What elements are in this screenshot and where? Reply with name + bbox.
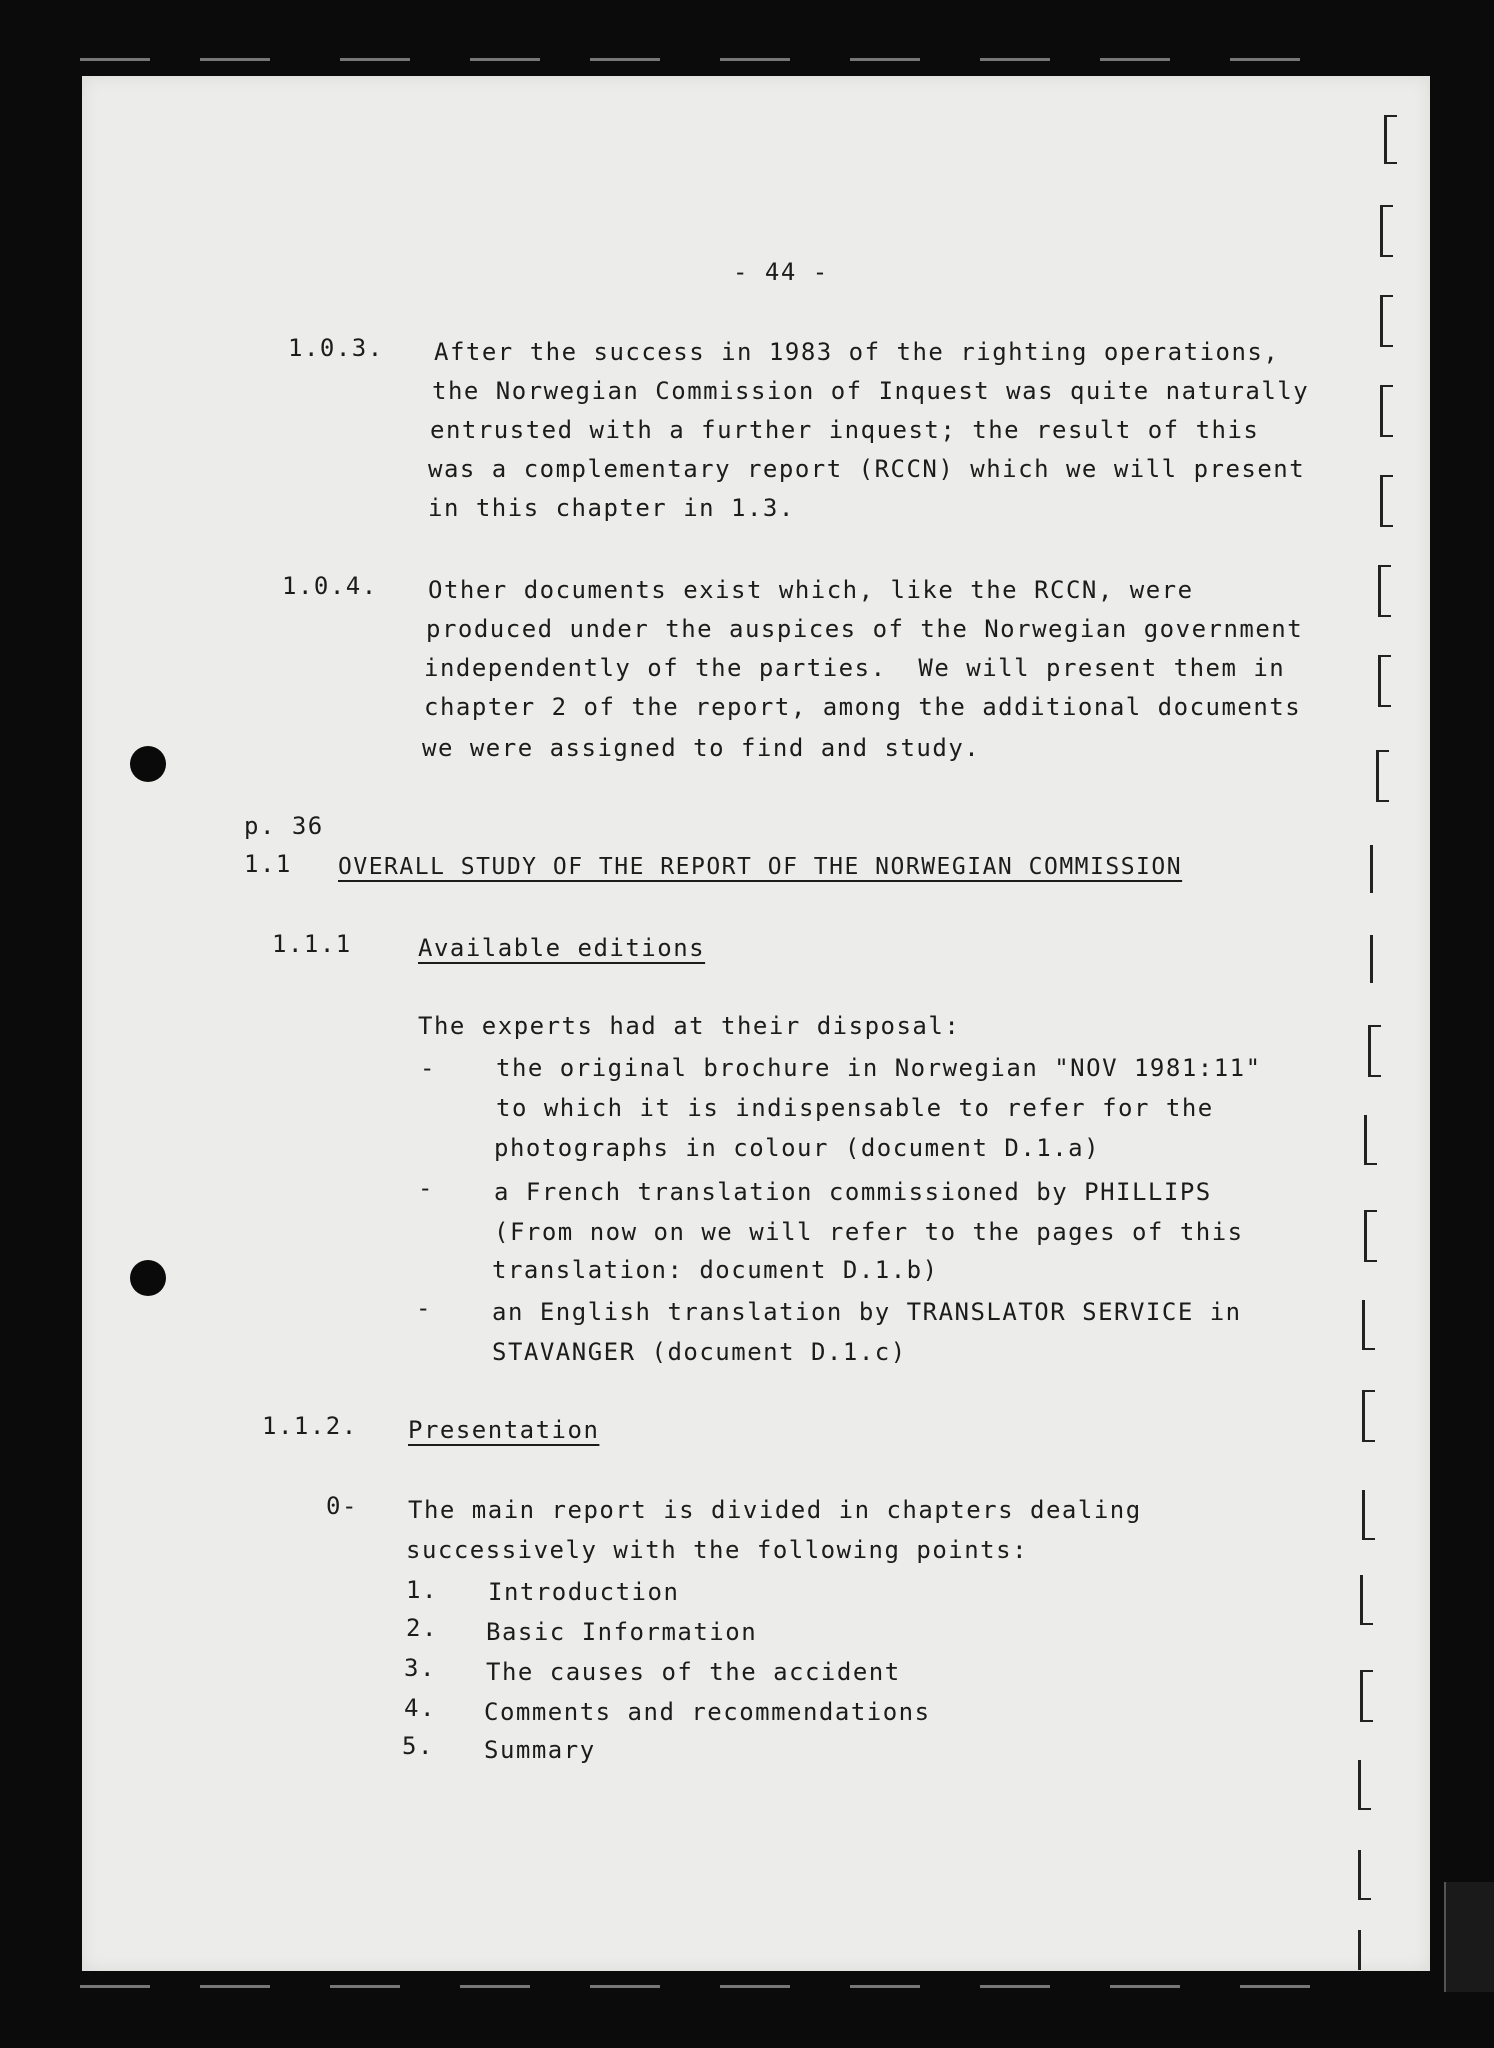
paragraph-line: The main report is divided in chapters dealing — [408, 1496, 1142, 1524]
chapter-number: 2. — [406, 1614, 438, 1642]
chapter-label: Summary — [484, 1736, 596, 1764]
section-number: 1.1 — [244, 850, 292, 878]
scan-edge — [1444, 1882, 1494, 1992]
bullet-marker: - — [416, 1294, 432, 1322]
section-number: 1.0.4. — [282, 572, 378, 600]
page-number: - 44 - — [733, 258, 829, 286]
paragraph-line: chapter 2 of the report, among the additional documents — [424, 693, 1302, 721]
bullet-line: an English translation by TRANSLATOR SERVICE in — [492, 1298, 1242, 1326]
bullet-marker: - — [420, 1054, 436, 1082]
bullet-line: the original brochure in Norwegian "NOV 1981:11" — [496, 1054, 1262, 1082]
chapter-label: The causes of the accident — [486, 1658, 901, 1686]
paragraph-line: produced under the auspices of the Norwegian government — [426, 615, 1304, 643]
bullet-line: STAVANGER (document D.1.c) — [492, 1338, 907, 1366]
item-marker: 0- — [326, 1492, 358, 1520]
section-number: 1.1.2. — [262, 1412, 358, 1440]
paragraph-line: was a complementary report (RCCN) which we will present — [428, 455, 1306, 483]
chapter-label: Basic Information — [486, 1618, 758, 1646]
paragraph-line: successively with the following points: — [406, 1536, 1029, 1564]
chapter-label: Comments and recommendations — [484, 1698, 931, 1726]
bullet-line: translation: document D.1.b) — [492, 1256, 939, 1284]
chapter-label: Introduction — [488, 1578, 680, 1606]
chapter-number: 3. — [404, 1654, 436, 1682]
bullet-line: (From now on we will refer to the pages of this — [494, 1218, 1244, 1246]
paragraph-line: in this chapter in 1.3. — [428, 494, 795, 522]
punch-hole — [130, 1260, 166, 1296]
chapter-number: 1. — [406, 1576, 438, 1604]
section-number: 1.1.1 — [272, 930, 352, 958]
chapter-number: 5. — [402, 1732, 434, 1760]
bullet-line: a French translation commissioned by PHILLIPS — [494, 1178, 1212, 1206]
paragraph-line: we were assigned to find and study. — [422, 734, 981, 762]
paragraph-line: After the success in 1983 of the righting operations, — [434, 338, 1280, 366]
page-reference: p. 36 — [244, 812, 324, 840]
bullet-marker: - — [418, 1174, 434, 1202]
bullet-line: photographs in colour (document D.1.a) — [494, 1134, 1101, 1162]
paragraph-line: Other documents exist which, like the RCCN, were — [428, 576, 1194, 604]
paragraph-line: the Norwegian Commission of Inquest was quite naturally — [432, 377, 1310, 405]
paragraph-line: entrusted with a further inquest; the result of this — [430, 416, 1260, 444]
section-heading: OVERALL STUDY OF THE REPORT OF THE NORWEGIAN COMMISSION — [338, 854, 1183, 880]
list-intro: The experts had at their disposal: — [418, 1012, 961, 1040]
chapter-number: 4. — [404, 1694, 436, 1722]
subsection-heading: Available editions — [418, 934, 706, 962]
section-number: 1.0.3. — [288, 334, 384, 362]
paragraph-line: independently of the parties. We will present them in — [424, 654, 1286, 682]
bullet-line: to which it is indispensable to refer for the — [496, 1094, 1214, 1122]
punch-hole — [130, 746, 166, 782]
subsection-heading: Presentation — [408, 1416, 600, 1444]
